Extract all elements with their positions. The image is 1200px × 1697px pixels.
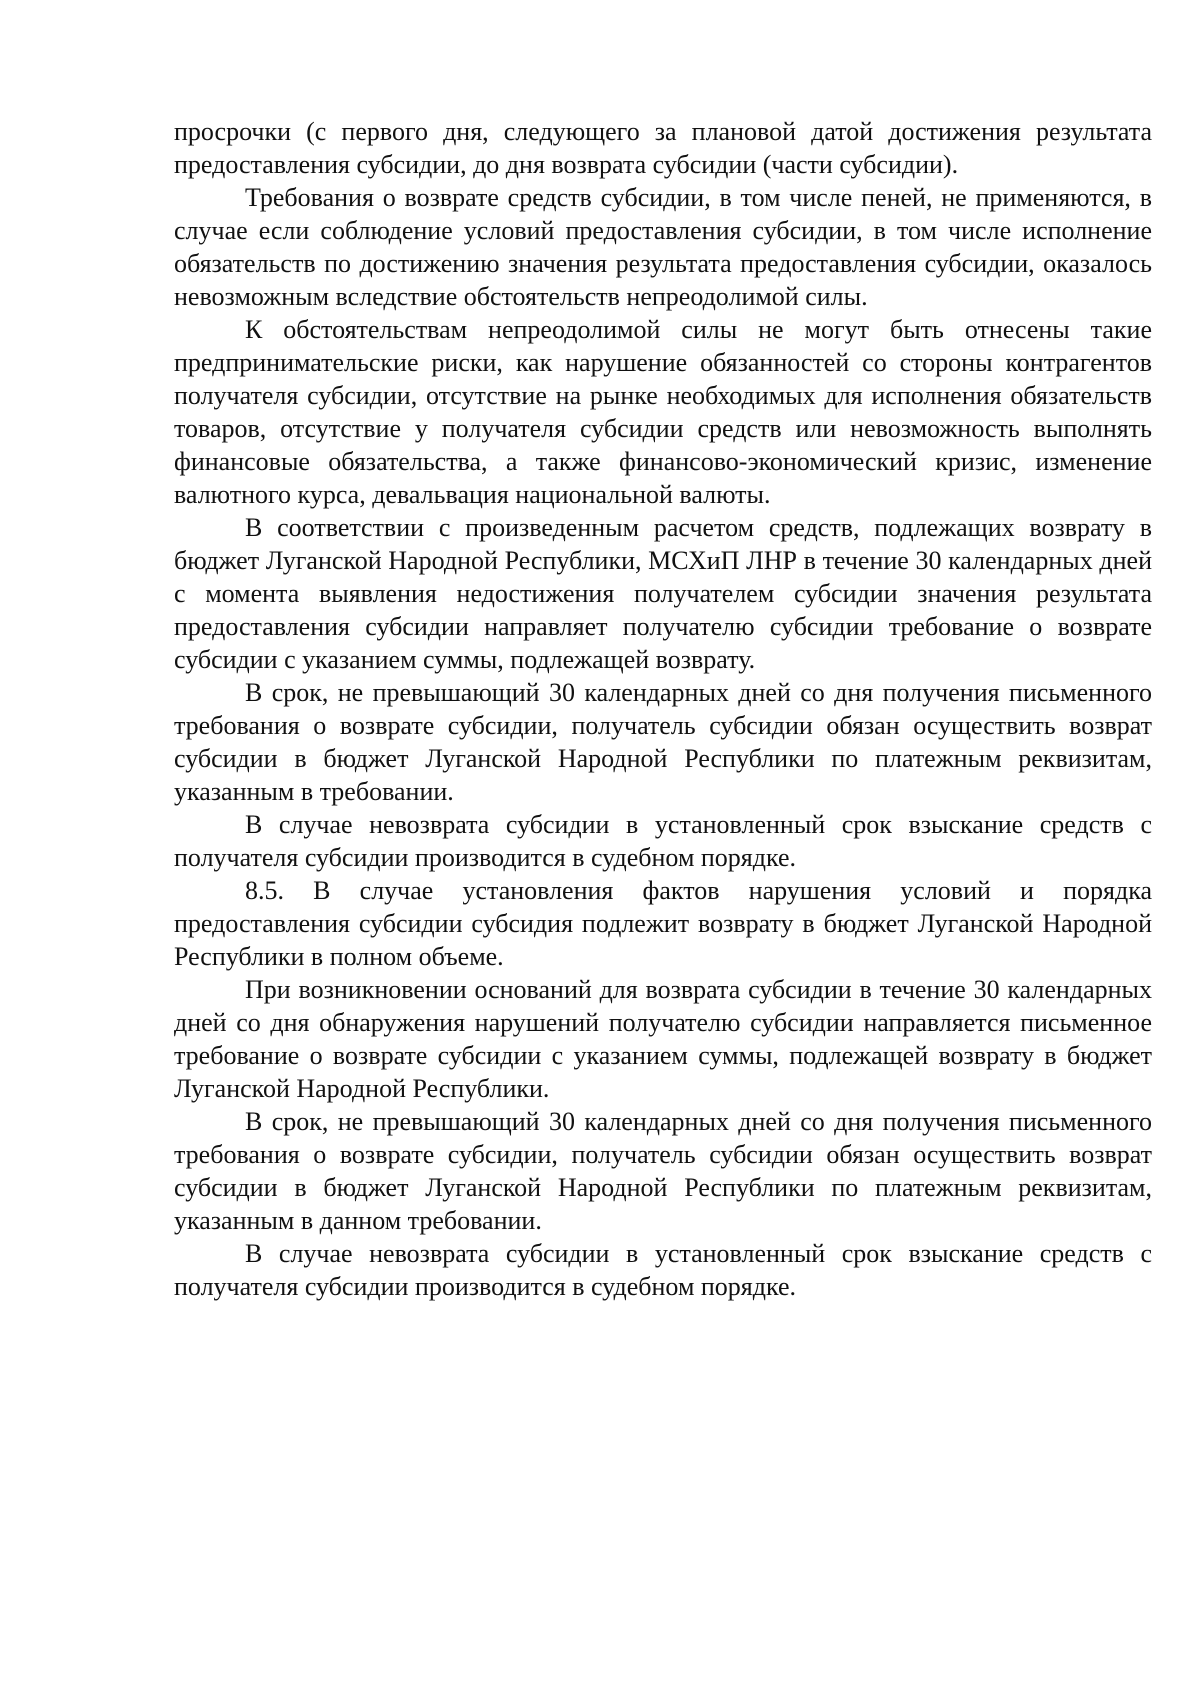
paragraph-refund-deadline: В срок, не превышающий 30 календарных дней со дня получения письменного требования о возврате субсидии, получатель субсидии обязан осуществить возврат субсидии в бюджет Луганской Народной Республики по платежным реквизитам, указанным в требовании. [174,678,1152,806]
paragraph-clause-8-5: 8.5. В случае установления фактов нарушения условий и порядка предоставления субсидии субсидия подлежит возврату в бюджет Луганской Народной Республики в полном объеме. [174,876,1152,971]
paragraph-court-recovery: В случае невозврата субсидии в установленный срок взыскание средств с получателя субсидии производится в судебном порядке. [174,810,1152,872]
paragraph-continued: просрочки (с первого дня, следующего за плановой датой достижения результата предоставления субсидии, до дня возврата субсидии (части субсидии). [174,117,1152,179]
document-body [174,115,1152,1303]
paragraph-court-recovery-2: В случае невозврата субсидии в установленный срок взыскание средств с получателя субсидии производится в судебном порядке. [174,1239,1152,1301]
paragraph-force-majeure-exclusions: К обстоятельствам непреодолимой силы не могут быть отнесены такие предпринимательские риски, как нарушение обязанностей со стороны контрагентов получателя субсидии, отсутствие на рынке необходимых для исполнения обязательств товаров, отсутствие у получателя субсидии средств или невозможность выполнять финансовые обязательства, а также финансово-экономический кризис, изменение валютного курса, девальвация национальной валюты. [174,315,1152,509]
paragraph-force-majeure-exception: Требования о возврате средств субсидии, в том числе пеней, не применяются, в случае если соблюдение условий предоставления субсидии, в том числе исполнение обязательств по достижению значения результата предоставления субсидии, оказалось невозможным вследствие обстоятельств непреодолимой силы. [174,183,1152,311]
paragraph-refund-deadline-2: В срок, не превышающий 30 календарных дней со дня получения письменного требования о возврате субсидии, получатель субсидии обязан осуществить возврат субсидии в бюджет Луганской Народной Республики по платежным реквизитам, указанным в данном требовании. [174,1107,1152,1235]
paragraph-refund-calculation: В соответствии с произведенным расчетом средств, подлежащих возврату в бюджет Луганской Народной Республики, МСХиП ЛНР в течение 30 календарных дней с момента выявления недостижения получателем субсидии значения результата предоставления субсидии направляет получателю субсидии требование о возврате субсидии с указанием суммы, подлежащей возврату. [174,513,1152,674]
paragraph-violation-notice: При возникновении оснований для возврата субсидии в течение 30 календарных дней со дня обнаружения нарушений получателю субсидии направляется письменное требование о возврате субсидии с указанием суммы, подлежащей возврату в бюджет Луганской Народной Республики. [174,975,1152,1103]
